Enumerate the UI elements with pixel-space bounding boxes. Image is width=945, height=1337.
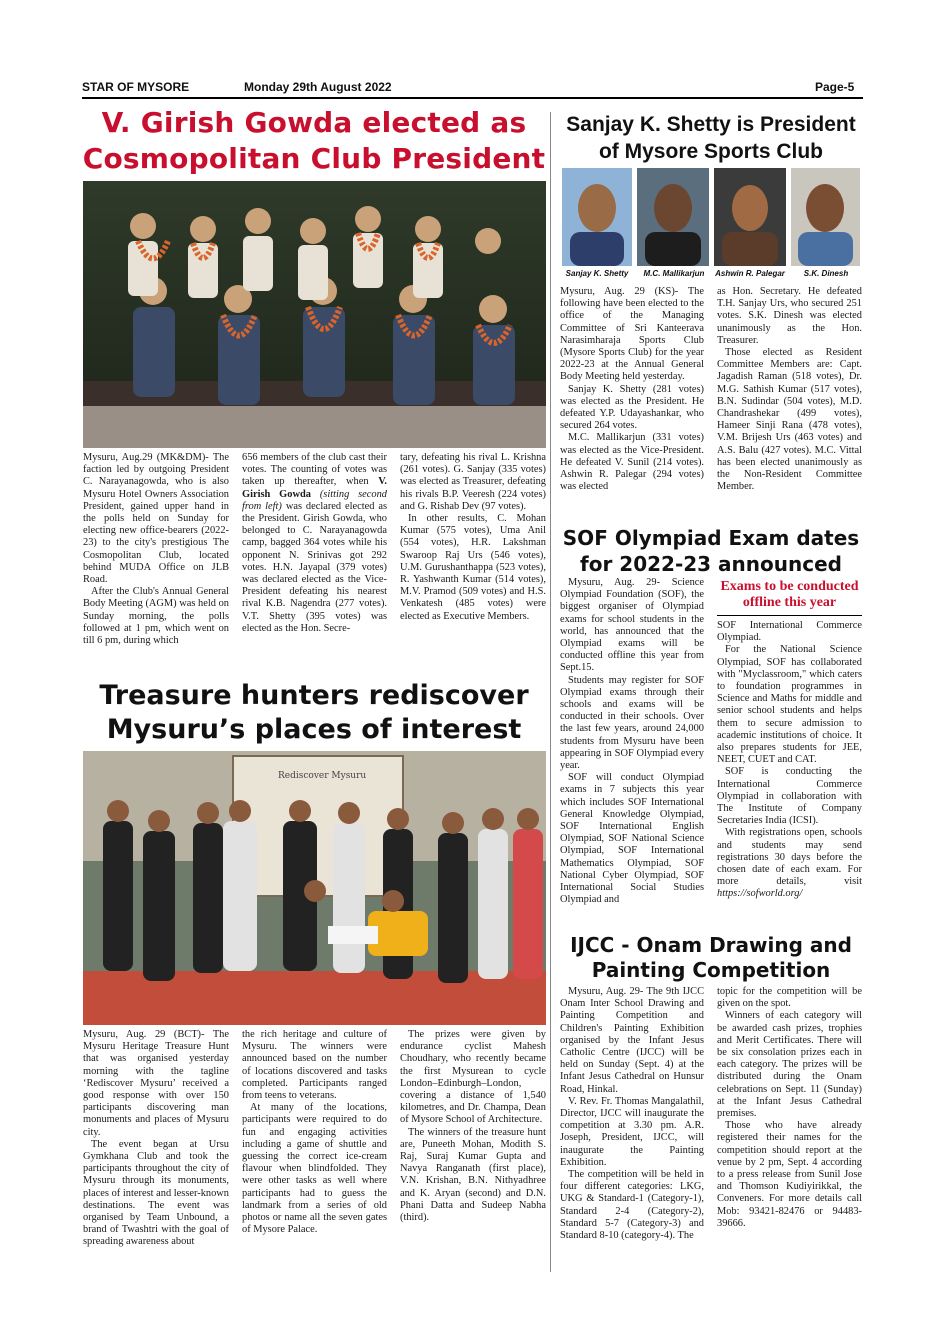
story3-paragraph: SOF International Commerce Olympiad. <box>717 620 862 644</box>
story4-paragraph: Mysuru, Aug. 29 (BCT)- The Mysuru Heritage Treasure Hunt that was organised yesterday morning with the tagline ‘Rediscover Mysuru’ received a good response with over 150 participants discovering man monuments and places of Mysuru city. <box>83 1029 229 1138</box>
story1-paragraph: tary, defeating his rival L. Krishna (261 votes). G. Sanjay (335 votes) was elected as Treasurer, defeating his rivals B.P. Veeresh (224 votes) and G. Rishab Dev (97 votes). <box>400 452 546 512</box>
story5-paragraph: topic for the competition will be given on the spot. <box>717 986 862 1010</box>
story2-paragraph: Mysuru, Aug. 29 (KS)- The following have been elected to the office of the Managing Committee of Sri Kanteerava Narasimharaja Sports Club (Mysore Sports Club) for the year 2022-23 at the Annual General Body Meeting held yesterday. <box>560 286 704 383</box>
story2-headline-line2: of Mysore Sports Club <box>598 140 824 163</box>
story3-column-2 <box>717 620 862 901</box>
story3-paragraph: For the National Science Olympiad, SOF has collaborated with "Myclassroom," which caters to foundation programmes in Science and Maths for middle and senior school students and helps them to secure admission to academic institutions of choice. It also prepares students for JEE, NEET, CUET and CAT. <box>717 644 862 766</box>
story4-column-2 <box>242 1029 387 1236</box>
story3-paragraph: SOF is conducting the International Commerce Olympiad in collaboration with The Institute of Company Secretaries India (ICSI). <box>717 766 862 827</box>
portrait-caption: Sanjay K. Shetty <box>565 269 629 278</box>
story3-column-1 <box>560 577 704 906</box>
portrait-sanjay-shetty <box>562 168 632 266</box>
story1-paragraph: After the Club's Annual General Body Meeting (AGM) was held on Sunday morning, the polls followed at 1 pm, which went on till 6 pm, during which <box>83 586 229 647</box>
story2-headline-text: Sanjay K. Shetty is President <box>566 113 856 136</box>
story2-column-1 <box>560 286 704 493</box>
story1-text: 656 members of the club cast their votes. The counting of votes was taken up thereafter, when <box>242 452 387 488</box>
story1-bold-name: V. Girish Gowda <box>242 476 387 500</box>
header-rule <box>82 97 863 99</box>
story5-column-1 <box>560 986 704 1242</box>
page-number: Page-5 <box>815 80 855 94</box>
story1-paragraph <box>242 452 387 635</box>
story4-paragraph: The prizes were given by endurance cyclist Mahesh Choudhary, who recently became the first Mysurean to cycle London–Edinburgh–London, covering a distance of 1,540 kilometres, and Dr. Champa, Dean of Mysore School of Architecture. <box>400 1029 546 1126</box>
newspaper-name: STAR OF MYSORE <box>82 80 190 94</box>
story5-paragraph: V. Rev. Fr. Thomas Mangalathil, Director, IJCC will inaugurate the competition at 3.30 pm. A.R. Joseph, President, IJCC, will inaugurate the Painting Exhibition. <box>560 1095 704 1168</box>
story4-paragraph: The event began at Ursu Gymkhana Club and took the participants throughout the city of Mysuru through its monuments, places of interest and lesser-known destinations. The event was organised by Team Unbound, a brand of Twashtri with the goal of spreading awareness about <box>83 1138 229 1248</box>
story3-headline-line1: SOF Olympiad Exam dates <box>562 526 860 550</box>
story3-deck <box>717 579 862 611</box>
story3-paragraph: SOF will conduct Olympiad exams in 7 subjects this year which includes SOF International General Knowledge Olympiad, SOF International English Olympiad, SOF National Science Olympiad, SOF International Mathematics Olympiad, SOF National Cyber Olympiad, SOF International Social Studies Olympiad and <box>560 772 704 906</box>
story1-text: was declared elected as the President. Girish Gowda, who belonged to C. Narayanagowda camp, bagged 364 votes while his opponent N. Srinivas got 292 votes. H.N. Jayapal (379 votes) was declared elected as the Vice-President defeating his nearest rival K.B. Nagendra (277 votes). V.T. Shetty (395 votes) was elected as the Hon. Secre- <box>242 500 388 634</box>
story3-deck-line: offline this year <box>742 595 837 610</box>
story1-column-2 <box>242 452 387 635</box>
story4-paragraph: the rich heritage and culture of Mysuru. The winners were announced based on the number of locations discovered and tasks completed. Participants ranged from teens to veterans. <box>242 1029 387 1102</box>
sofworld-link[interactable]: https://sofworld.org/ <box>717 888 803 900</box>
story2-paragraph: M.C. Mallikarjun (331 votes) was elected as the Vice-President. He defeated V. Sunil (214 votes). Ashwin R. Palegar (294 votes) was elected <box>560 432 704 493</box>
story3-deck-line: Exams to be conducted <box>720 579 859 594</box>
cosmopolitan-club-group-photo <box>83 181 546 448</box>
portrait-caption: S.K. Dinesh <box>803 269 849 278</box>
story4-column-3 <box>400 1029 546 1224</box>
portrait-ashwin-palegar <box>714 168 786 266</box>
story5-column-2 <box>717 986 862 1230</box>
story1-headline-line2: Cosmopolitan Club President <box>82 142 546 175</box>
deck-rule <box>717 615 862 616</box>
story1-photo-note: (sitting second from left) <box>242 488 387 512</box>
treasure-hunt-winners-photo <box>83 751 546 1025</box>
story2-paragraph: as Hon. Secretary. He defeated T.H. Sanjay Urs, who secured 251 votes. S.K. Dinesh was elected unanimously as the Hon. Treasurer. <box>717 286 862 346</box>
story2-paragraph: Sanjay K. Shetty (281 votes) was elected as the President. He defeated Y.P. Udayashankar, who secured 264 votes. <box>560 383 704 432</box>
story4-column-1 <box>83 1029 229 1249</box>
portrait-caption: Ashwin R. Palegar <box>715 269 785 278</box>
story2-paragraph: Those elected as Resident Committee Members are: Capt. Jagadish Raman (518 votes), Dr. M.G. Sathish Kumar (517 votes), B.N. Sudindar (504 votes), M.D. Chandrashekar (499 votes), Hameer Sinji Rana (478 votes), V.M. Brijesh Urs (463 votes) and A.S. Balu (427 votes). M.C. Vittal has been elected unanimously as the Non-Resident Committee Member. <box>717 347 862 493</box>
story4-headline-line1: Treasure hunters rediscover <box>99 680 529 711</box>
story5-paragraph: Mysuru, Aug. 29- The 9th IJCC Onam Inter School Drawing and Painting Competition and Children's Painting Exhibition organised by the Infant Jesus Catholic Centre (IJCC) will be held on Sunday (Sept. 4) at the Infant Jesus Cathedral on Hunsur Road, Hinkal. <box>560 986 704 1095</box>
issue-date: Monday 29th August 2022 <box>244 80 392 94</box>
story1-column-3 <box>400 452 546 623</box>
story3-paragraph: Students may register for SOF Olympiad exams through their schools and exams will be conducted in their schools. Over the last few years, around 24,000 students from Mysuru have been appearing in SOF Olympiad every year. <box>560 674 704 772</box>
story3-headline-line2: for 2022-23 announced <box>580 552 842 576</box>
story1-column-1 <box>83 452 229 647</box>
story4-paragraph: At many of the locations, participants were required to do fun and engaging activities including a game of shuttle and guessing the correct ice-cream flavour when blindfolded. They were other tasks as well where participants had to guess the landmark from a series of old photos or name all the seven gates of Mysore Palace. <box>242 1102 387 1236</box>
story1-paragraph: In other results, C. Mohan Kumar (575 votes), Uma Anil (554 votes), H.R. Lakshman Swaroop Raj Urs (546 votes), U.M. Gurushanthappa (523 votes), R. Yashwanth Kumar (514 votes), M.V. Pramod (509 votes) and H.S. Venkatesh (485 votes) were elected as Executive Members. <box>400 513 546 622</box>
story5-paragraph: Winners of each category will be awarded cash prizes, trophies and Merit Certificates. There will be six consolation prizes each in each category. The prizes will be distributed during the Onam celebrations on Sept. 11 (Sunday) at the Infant Jesus Cathedral premises. <box>717 1010 862 1120</box>
story5-headline-line2: Painting Competition <box>591 958 831 982</box>
photo-banner-text: Rediscover Mysuru <box>278 771 367 781</box>
portrait-sk-dinesh <box>791 168 860 266</box>
story5-paragraph: The competition will be held in four different categories: LKG, UKG & Standard-1 (Category-1), Standard 2-4 (Category-2), Standard 5-7 (Category-3) and Standard 8-10 (category-4). The <box>560 1169 704 1242</box>
column-separator <box>550 112 551 1272</box>
story4-paragraph: The winners of the treasure hunt are, Puneeth Mohan, Modith S. Raj, Suraj Kumar Gupta and Navya Ranganath (first place), V.N. Krishan, B.N. Nithyadhree and K. Aryan (second) and D.N. Phani Datta and Sudeep Nabha (third). <box>400 1126 546 1224</box>
story3-paragraph: Mysuru, Aug. 29- Science Olympiad Foundation (SOF), the biggest organiser of Olympiad exams for school students in the world, has announced that the Olympiad exams will be conducted offline this year from Sept.15. <box>560 577 704 674</box>
story1-headline-line1: V. Girish Gowda elected as <box>101 106 527 139</box>
portrait-mc-mallikarjun <box>637 168 709 266</box>
story5-paragraph: Those who have already registered their names for the competition should report at the venue by 2 pm, Sept. 4 according to a press release from Sunil Jose and Thomson Kudiyirikkal, the Conveners. For more details call Mob: 93421-82476 or 94483-39666. <box>717 1120 862 1229</box>
story2-column-2 <box>717 286 862 493</box>
story3-paragraph <box>717 827 862 900</box>
story3-text: With registrations open, schools and students may send registrations 30 days before the chosen date of each exam. For more details, visit <box>717 827 862 888</box>
story2-headline-line1 <box>556 112 866 138</box>
story5-headline-line1: IJCC - Onam Drawing and <box>570 933 852 957</box>
story4-headline-line2: Mysuru’s places of interest <box>106 714 522 745</box>
story1-paragraph: Mysuru, Aug.29 (MK&DM)- The faction led by outgoing President C. Narayanagowda, who is also Mysuru Hotel Owners Association President, gained upper hand in the polls held on Sunday for electing new office-bearers (2022-23) to the city's prestigious The Cosmopolitan Club, located behind MUDA Office on JLB Road. <box>83 452 229 586</box>
portrait-caption: M.C. Mallikarjun <box>643 269 705 278</box>
